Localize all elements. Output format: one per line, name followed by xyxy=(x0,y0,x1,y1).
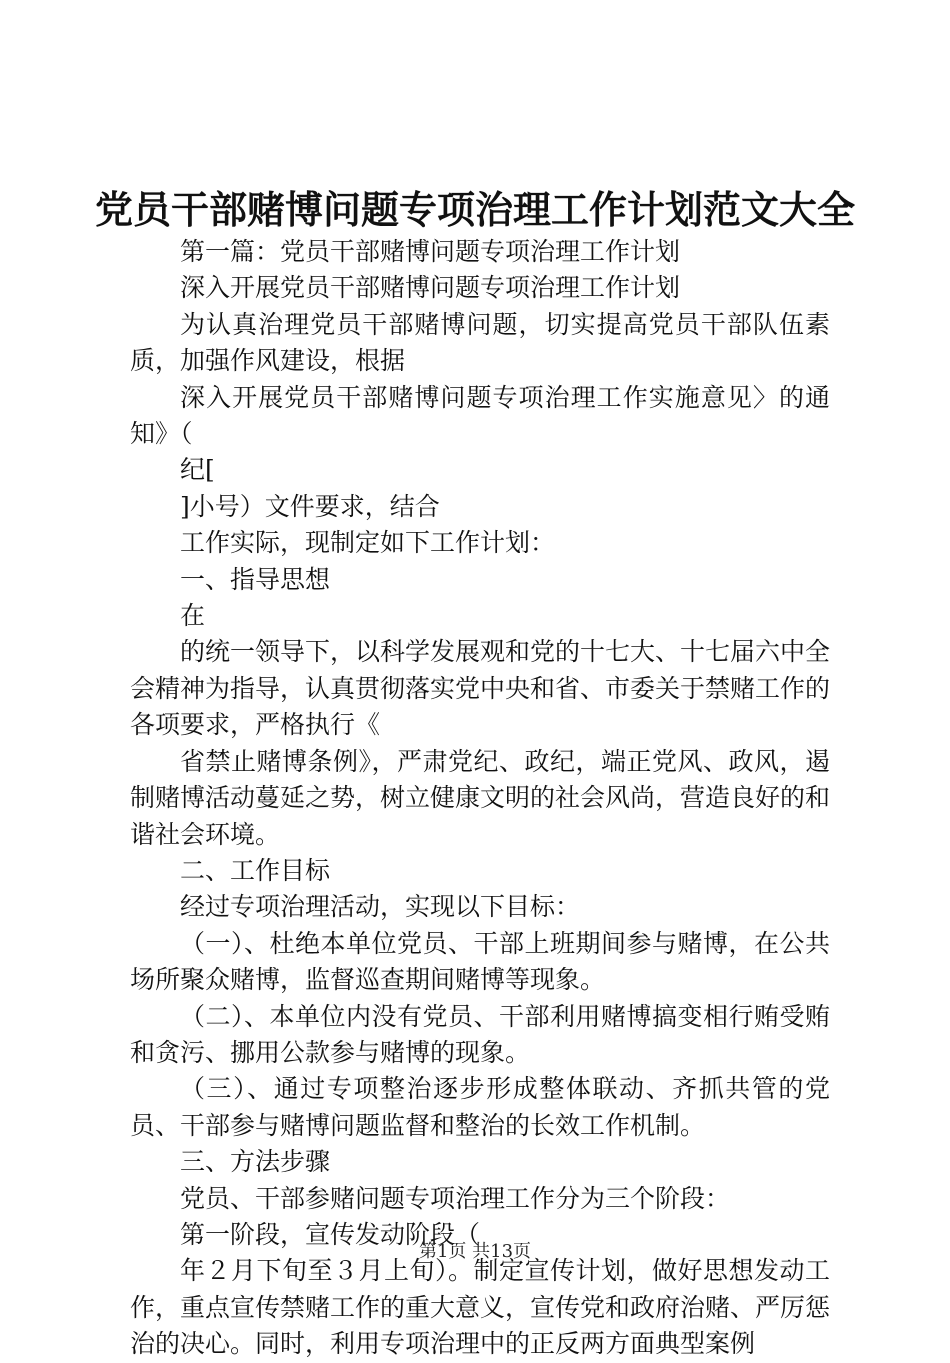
paragraph: 深入开展党员干部赌博问题专项治理工作实施意见〉的通知》（ xyxy=(130,382,830,449)
section-heading: 二、工作目标 xyxy=(180,855,331,885)
paragraph: 深入开展党员干部赌博问题专项治理工作计划 xyxy=(180,273,681,303)
paragraph: 在 xyxy=(180,601,206,631)
document-body xyxy=(130,234,830,1363)
paragraph: 第一阶段，宣传发动阶段（ xyxy=(180,1219,481,1249)
list-item: （一）、杜绝本单位党员、干部上班期间参与赌博，在公共场所聚众赌博，监督巡查期间赌博等现象。 xyxy=(130,928,830,995)
section-heading: 一、指导思想 xyxy=(180,564,331,594)
paragraph: 省禁止赌博条例》，严肃党纪、政纪，端正党风、政风，遏制赌博活动蔓延之势，树立健康文明的社会风尚，营造良好的和谐社会环境。 xyxy=(130,746,831,849)
paragraph: 的统一领导下，以科学发展观和党的十七大、十七届六中全会精神为指导，认真贯彻落实党中央和省、市委关于禁赌工作的各项要求，严格执行《 xyxy=(130,637,831,740)
document-title: 党员干部赌博问题专项治理工作计划范文大全 xyxy=(94,187,855,232)
page-number: 第1页 共13页 xyxy=(418,1241,532,1262)
paragraph: 年２月下旬至３月上旬）。制定宣传计划，做好思想发动工作，重点宣传禁赌工作的重大意义，宣传党和政府治赌、严厉惩治的决心。同时，利用专项治理中的正反两方面典型案例 xyxy=(130,1256,831,1359)
paragraph: 为认真治理党员干部赌博问题，切实提高党员干部队伍素质，加强作风建设，根据 xyxy=(130,309,830,376)
section-heading: 三、方法步骤 xyxy=(180,1147,331,1177)
paragraph: 第一篇：党员干部赌博问题专项治理工作计划 xyxy=(180,237,681,266)
paragraph: 党员、干部参赌问题专项治理工作分为三个阶段： xyxy=(180,1183,731,1213)
paragraph: ]小号）文件要求，结合 xyxy=(180,491,440,521)
paragraph: 经过专项治理活动，实现以下目标： xyxy=(180,892,581,922)
paragraph: 工作实际，现制定如下工作计划： xyxy=(180,528,556,558)
list-item: （二）、本单位内没有党员、干部利用赌博搞变相行贿受贿和贪污、挪用公款参与赌博的现象。 xyxy=(130,1001,830,1067)
paragraph: 纪[ xyxy=(180,455,215,485)
list-item: （三）、通过专项整治逐步形成整体联动、齐抓共管的党员、干部参与赌博问题监督和整治的长效工作机制。 xyxy=(130,1074,830,1140)
